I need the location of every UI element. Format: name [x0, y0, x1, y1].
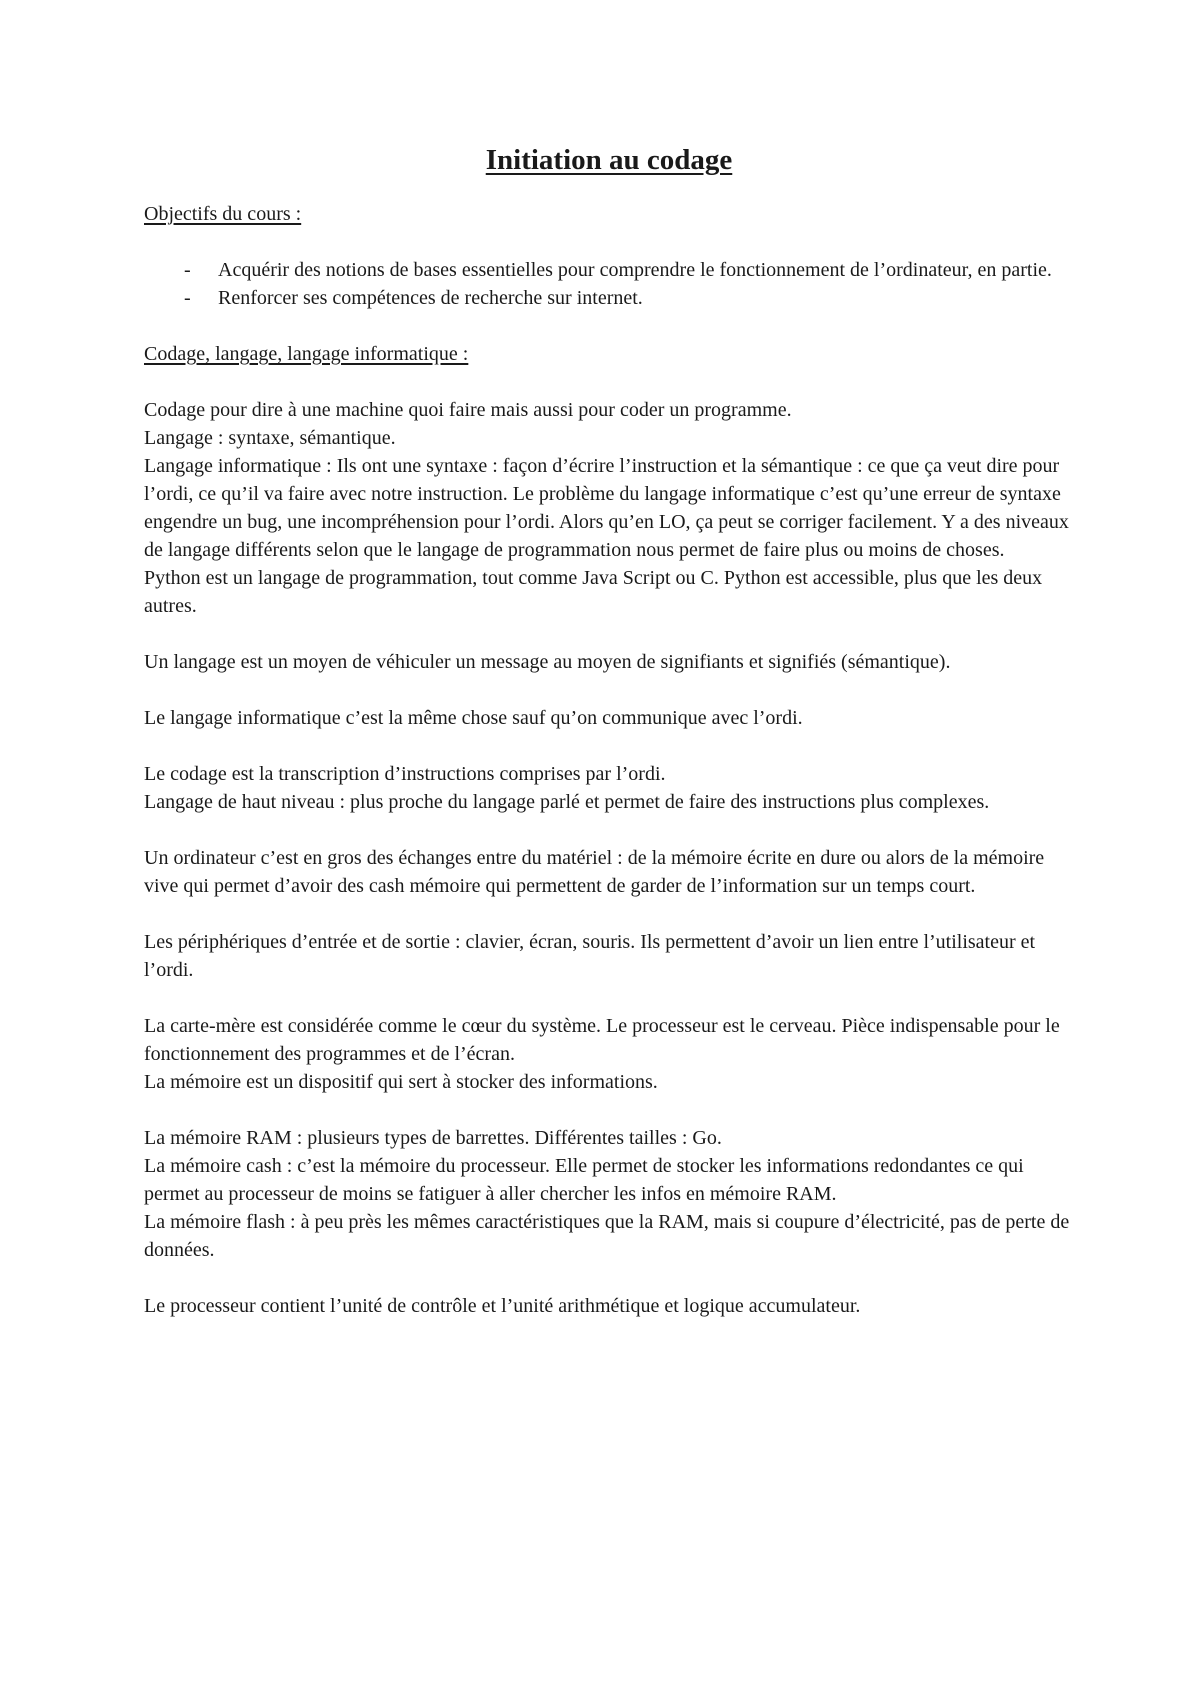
paragraph-line: Le codage est la transcription d’instructions comprises par l’ordi. [144, 763, 666, 785]
paragraph-line: La mémoire flash : à peu près les mêmes caractéristiques que la RAM, mais si coupure d’électricité, pas de perte de données. [144, 1211, 1070, 1261]
paragraph [144, 396, 1074, 620]
paragraph-line: Le langage informatique c’est la même chose sauf qu’on communique avec l’ordi. [144, 707, 803, 729]
paragraph [144, 704, 1074, 732]
objective-text: Acquérir des notions de bases essentielles pour comprendre le fonctionnement de l’ordinateur, en partie. [218, 259, 1052, 281]
paragraph-line: Langage : syntaxe, sémantique. [144, 427, 396, 449]
bullet-dash: - [184, 287, 191, 309]
paragraph [144, 844, 1074, 900]
paragraph-line: Codage pour dire à une machine quoi faire mais aussi pour coder un programme. [144, 399, 792, 421]
paragraph-line: Langage de haut niveau : plus proche du langage parlé et permet de faire des instructions plus complexes. [144, 791, 990, 813]
paragraph [144, 648, 1074, 676]
objectives-list [144, 256, 1074, 312]
paragraph [144, 928, 1074, 984]
paragraph [144, 1012, 1074, 1096]
paragraph [144, 1292, 1074, 1320]
paragraph-line: La mémoire RAM : plusieurs types de barrettes. Différentes tailles : Go. [144, 1127, 722, 1149]
document-body [144, 142, 1074, 1348]
paragraph [144, 760, 1074, 816]
objectives-heading: Objectifs du cours : [144, 203, 302, 225]
section-heading: Codage, langage, langage informatique : [144, 343, 469, 365]
paragraph-line: Python est un langage de programmation, tout comme Java Script ou C. Python est accessible, plus que les deux autres. [144, 567, 1043, 617]
paragraph-line: La mémoire est un dispositif qui sert à stocker des informations. [144, 1071, 658, 1093]
paragraph-line: La carte-mère est considérée comme le cœur du système. Le processeur est le cerveau. Pièce indispensable pour le fonctionnement des programmes et de l’écran. [144, 1015, 1060, 1065]
paragraph-line: Un langage est un moyen de véhiculer un message au moyen de signifiants et signifiés (sémantique). [144, 651, 951, 673]
paragraph-line: Les périphériques d’entrée et de sortie : clavier, écran, souris. Ils permettent d’avoir un lien entre l’utilisateur et l’ordi. [144, 931, 1036, 981]
objective-item [144, 284, 1074, 312]
bullet-dash: - [184, 259, 191, 281]
paragraph-line: Langage informatique : Ils ont une syntaxe : façon d’écrire l’instruction et la sémantique : ce que ça veut dire pour l’ordi, ce qu’il va faire avec notre instruction. Le problème du langage informatique c’est qu’une erreur de syntaxe engendre un bug, une incompréhension pour l’ordi. Alors qu’en LO, ça peut se corriger facilement. Y a des niveaux de langage différents selon que le langage de programmation nous permet de faire plus ou moins de choses. [144, 455, 1069, 561]
paragraph-line: Le processeur contient l’unité de contrôle et l’unité arithmétique et logique accumulateur. [144, 1295, 861, 1317]
objective-text: Renforcer ses compétences de recherche sur internet. [218, 287, 643, 309]
paragraph-line: La mémoire cash : c’est la mémoire du processeur. Elle permet de stocker les informations redondantes ce qui permet au processeur de moins se fatiguer à aller chercher les infos en mémoire RAM. [144, 1155, 1024, 1205]
objective-item [144, 256, 1074, 284]
paragraph-line: Un ordinateur c’est en gros des échanges entre du matériel : de la mémoire écrite en dure ou alors de la mémoire vive qui permet d’avoir des cash mémoire qui permettent de garder de l’information sur un temps court. [144, 847, 1045, 897]
paragraph [144, 1124, 1074, 1264]
document-title: Initiation au codage [485, 144, 733, 176]
